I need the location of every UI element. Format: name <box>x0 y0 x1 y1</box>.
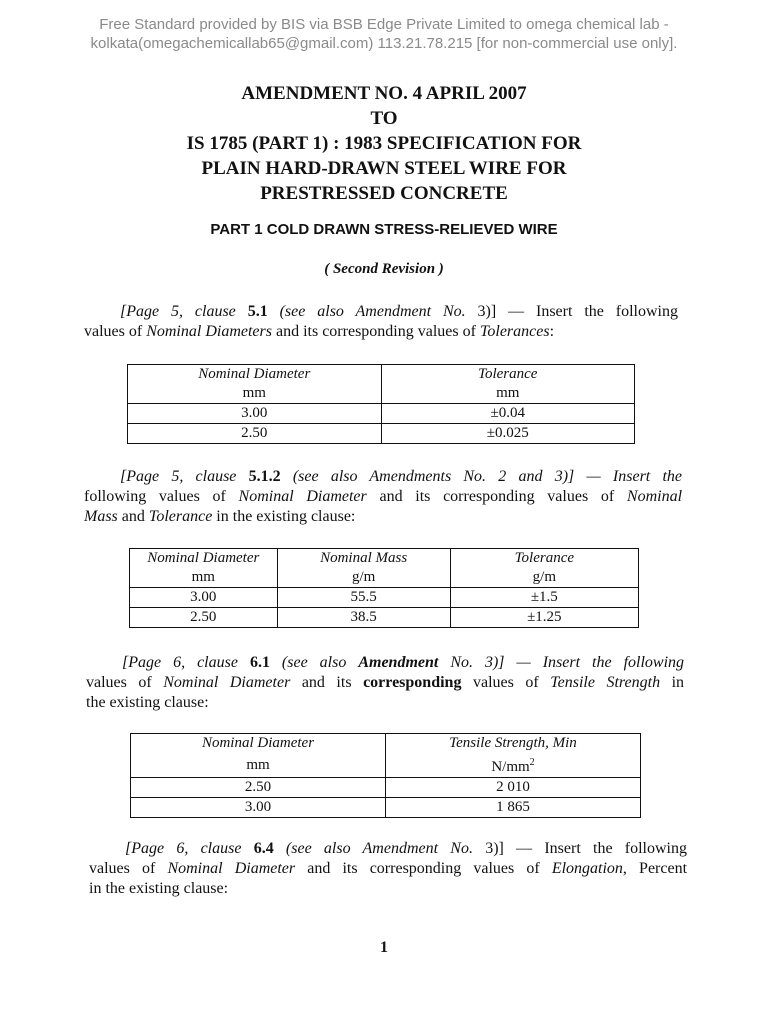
text: (see also Amendment No. <box>285 840 473 857</box>
table-row <box>130 608 639 628</box>
text: , Percent <box>622 860 688 877</box>
table-row <box>131 778 641 798</box>
column-header: Tensile Strength, Min <box>386 734 641 754</box>
column-header: Nominal Mass <box>277 549 450 569</box>
text: Nominal Diameter <box>163 674 291 691</box>
text: following values of <box>84 488 226 505</box>
text: values of <box>472 674 539 691</box>
watermark <box>0 15 768 53</box>
text: values of <box>89 860 156 877</box>
text: corresponding <box>363 674 462 691</box>
table-cell: ±0.04 <box>381 404 635 424</box>
tensile-strength-table <box>130 733 641 818</box>
text: Amendment <box>358 654 439 671</box>
text: [Page 6, clause <box>125 840 242 857</box>
watermark-line: Free Standard provided by BIS via BSB Edge Private Limited to omega chemical lab - <box>99 16 669 33</box>
column-header: Nominal Diameter <box>131 734 386 754</box>
nominal-mass-table <box>129 548 639 628</box>
unit-text: N/mm <box>491 759 530 775</box>
column-header: Tolerance <box>450 549 638 569</box>
text: Mass <box>84 508 118 525</box>
clause-number: 5.1.2 <box>248 468 281 485</box>
title-line: PRESTRESSED CONCRETE <box>260 183 508 204</box>
column-header: Nominal Diameter <box>130 549 278 569</box>
table-cell: ±0.025 <box>381 424 635 444</box>
text: Nominal Diameter <box>167 860 296 877</box>
column-unit: g/m <box>450 568 638 588</box>
text: [Page 6, clause <box>122 654 238 671</box>
table-cell: 2.50 <box>128 424 382 444</box>
text: 3)] — Insert the following <box>477 303 679 320</box>
amendment-paragraph <box>84 467 682 527</box>
text: values of <box>84 323 143 340</box>
text: : <box>549 323 555 340</box>
text: Tolerance <box>148 508 213 525</box>
text: Tolerances <box>479 323 550 340</box>
text: Elongation <box>551 860 623 877</box>
text: and its corresponding values of <box>379 488 615 505</box>
amendment-paragraph <box>84 302 678 342</box>
clause-number: 6.1 <box>249 654 270 671</box>
column-unit: mm <box>131 753 386 778</box>
table-row <box>128 404 635 424</box>
amendment-paragraph <box>86 653 684 713</box>
table-cell: 3.00 <box>128 404 382 424</box>
text: Tensile Strength <box>550 674 661 691</box>
text: [Page 5, clause <box>120 303 236 320</box>
text: Nominal Diameters <box>146 323 272 340</box>
tolerance-table <box>127 364 635 444</box>
text: and its <box>301 674 352 691</box>
title-line: TO <box>370 108 398 129</box>
text: and its corresponding values of <box>275 323 476 340</box>
column-header: Nominal Diameter <box>128 365 382 385</box>
amendment-paragraph <box>89 839 687 899</box>
text: and its corresponding values of <box>307 860 540 877</box>
text: and <box>121 508 145 525</box>
text: (see also Amendment No. <box>279 303 466 320</box>
document-title <box>0 81 768 206</box>
table-cell: 55.5 <box>277 588 450 608</box>
table-row <box>131 798 641 818</box>
unit-superscript: 2 <box>529 757 535 768</box>
text: in the existing clause: <box>89 880 229 897</box>
title-line: AMENDMENT NO. 4 APRIL 2007 <box>241 83 527 104</box>
text: in <box>671 674 685 691</box>
table-cell: 2.50 <box>131 778 386 798</box>
clause-number: 5.1 <box>247 303 268 320</box>
page-number: 1 <box>380 939 388 956</box>
title-line: PLAIN HARD-DRAWN STEEL WIRE FOR <box>201 158 567 179</box>
text: (see also <box>281 654 347 671</box>
text: (see also Amendments No. 2 and 3)] — Insert the <box>292 468 682 485</box>
text: values of <box>86 674 152 691</box>
text: Nominal Diameter <box>238 488 367 505</box>
table-cell: ±1.25 <box>450 608 638 628</box>
text: Nominal <box>626 488 683 505</box>
column-header: Tolerance <box>381 365 635 385</box>
column-unit: mm <box>130 568 278 588</box>
title-line: IS 1785 (PART 1) : 1983 SPECIFICATION FOR <box>186 133 582 154</box>
text: the existing clause: <box>86 694 209 711</box>
text: [Page 5, clause <box>120 468 237 485</box>
watermark-line: kolkata(omegachemicallab65@gmail.com) 113.21.78.215 [for non-commercial use only]. <box>90 35 678 52</box>
column-unit <box>386 753 641 778</box>
text: No. 3)] — Insert the following <box>450 654 685 671</box>
table-row <box>128 424 635 444</box>
text: in the existing clause: <box>216 508 356 525</box>
table-cell: 38.5 <box>277 608 450 628</box>
table-cell: ±1.5 <box>450 588 638 608</box>
part-heading: PART 1 COLD DRAWN STRESS-RELIEVED WIRE <box>210 221 558 238</box>
table-cell: 2 010 <box>386 778 641 798</box>
table-row <box>130 588 639 608</box>
table-cell: 3.00 <box>131 798 386 818</box>
column-unit: mm <box>381 384 635 404</box>
table-cell: 1 865 <box>386 798 641 818</box>
table-cell: 2.50 <box>130 608 278 628</box>
column-unit: g/m <box>277 568 450 588</box>
column-unit: mm <box>128 384 382 404</box>
text: 3)] — Insert the following <box>485 840 687 857</box>
clause-number: 6.4 <box>253 840 274 857</box>
table-cell: 3.00 <box>130 588 278 608</box>
revision-label: ( Second Revision ) <box>324 261 444 277</box>
